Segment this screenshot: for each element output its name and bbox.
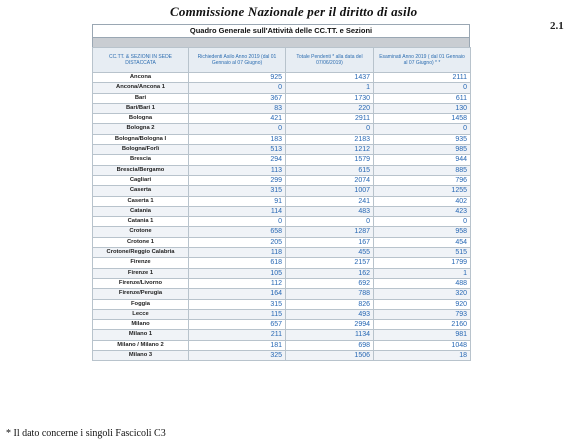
row-label-cell: Bari: [93, 93, 189, 103]
value-cell: 167: [286, 237, 374, 247]
value-cell: 2111: [374, 73, 471, 83]
row-label-cell: Caserta: [93, 186, 189, 196]
value-cell: 112: [189, 278, 286, 288]
row-label-cell: Ancona/Ancona 1: [93, 83, 189, 93]
row-label-cell: Bologna/Forlì: [93, 145, 189, 155]
table-body: [93, 73, 471, 361]
value-cell: 935: [374, 134, 471, 144]
value-cell: 183: [189, 134, 286, 144]
value-cell: 513: [189, 145, 286, 155]
value-cell: 181: [189, 340, 286, 350]
row-label-cell: Catania: [93, 206, 189, 216]
row-label-cell: Crotone/Reggio Calabria: [93, 248, 189, 258]
value-cell: 2183: [286, 134, 374, 144]
table-row: [93, 340, 471, 350]
value-cell: 1048: [374, 340, 471, 350]
value-cell: 483: [286, 206, 374, 216]
value-cell: 2074: [286, 175, 374, 185]
value-cell: 114: [189, 206, 286, 216]
table-row: [93, 103, 471, 113]
value-cell: 796: [374, 175, 471, 185]
table-row: [93, 114, 471, 124]
table-row: [93, 217, 471, 227]
table-row: [93, 196, 471, 206]
value-cell: 657: [189, 320, 286, 330]
value-cell: 0: [189, 217, 286, 227]
value-cell: 658: [189, 227, 286, 237]
table-row: [93, 268, 471, 278]
value-cell: 488: [374, 278, 471, 288]
table-header-row: [93, 48, 471, 73]
table-row: [93, 124, 471, 134]
row-label-cell: Foggia: [93, 299, 189, 309]
table-row: [93, 351, 471, 361]
value-cell: 618: [189, 258, 286, 268]
value-cell: 493: [286, 309, 374, 319]
value-cell: 958: [374, 227, 471, 237]
column-header-sede: CC.TT. & SEZIONI IN SEDE DISTACCATA: [93, 48, 189, 73]
value-cell: 162: [286, 268, 374, 278]
value-cell: 113: [189, 165, 286, 175]
value-cell: 130: [374, 103, 471, 113]
row-label-cell: Ancona: [93, 73, 189, 83]
table-row: [93, 237, 471, 247]
table-row: [93, 258, 471, 268]
value-cell: 925: [189, 73, 286, 83]
value-cell: 0: [189, 124, 286, 134]
table-row: [93, 320, 471, 330]
row-label-cell: Crotone: [93, 227, 189, 237]
value-cell: 402: [374, 196, 471, 206]
row-label-cell: Caserta 1: [93, 196, 189, 206]
table-row: [93, 206, 471, 216]
value-cell: 325: [189, 351, 286, 361]
value-cell: 692: [286, 278, 374, 288]
value-cell: 0: [189, 83, 286, 93]
page-number: 2.1: [550, 20, 564, 32]
value-cell: 944: [374, 155, 471, 165]
value-cell: 315: [189, 186, 286, 196]
row-label-cell: Bari/Bari 1: [93, 103, 189, 113]
value-cell: 0: [374, 124, 471, 134]
value-cell: 0: [374, 83, 471, 93]
value-cell: 205: [189, 237, 286, 247]
table-row: [93, 289, 471, 299]
value-cell: 1287: [286, 227, 374, 237]
value-cell: 2157: [286, 258, 374, 268]
value-cell: 118: [189, 248, 286, 258]
value-cell: 1506: [286, 351, 374, 361]
table-row: [93, 227, 471, 237]
table-row: [93, 73, 471, 83]
value-cell: 1437: [286, 73, 374, 83]
value-cell: 164: [189, 289, 286, 299]
value-cell: 0: [286, 124, 374, 134]
row-label-cell: Milano / Milano 2: [93, 340, 189, 350]
column-header-esaminati: Esaminati Anno 2019 ( dal 01 Gennaio al 07 Giugno) * *: [374, 48, 471, 73]
value-cell: 1579: [286, 155, 374, 165]
table-row: [93, 309, 471, 319]
document-header-title: Commissione Nazionale per il diritto di asilo: [170, 4, 418, 19]
value-cell: 105: [189, 268, 286, 278]
value-cell: 0: [286, 217, 374, 227]
value-cell: 299: [189, 175, 286, 185]
value-cell: 421: [189, 114, 286, 124]
summary-table: [92, 47, 471, 361]
row-label-cell: Catania 1: [93, 217, 189, 227]
footnote: * Il dato concerne i singoli Fascicoli C3: [6, 428, 166, 439]
value-cell: 315: [189, 299, 286, 309]
value-cell: 220: [286, 103, 374, 113]
value-cell: 826: [286, 299, 374, 309]
value-cell: 1007: [286, 186, 374, 196]
value-cell: 1134: [286, 330, 374, 340]
row-label-cell: Firenze/Livorno: [93, 278, 189, 288]
table-row: [93, 186, 471, 196]
value-cell: 241: [286, 196, 374, 206]
value-cell: 455: [286, 248, 374, 258]
row-label-cell: Bologna: [93, 114, 189, 124]
table-row: [93, 93, 471, 103]
row-label-cell: Bologna 2: [93, 124, 189, 134]
value-cell: 91: [189, 196, 286, 206]
row-label-cell: Firenze 1: [93, 268, 189, 278]
value-cell: 615: [286, 165, 374, 175]
value-cell: 1: [374, 268, 471, 278]
column-header-pendenti: Totale Pendenti * alla data del 07/06/2019): [286, 48, 374, 73]
value-cell: 294: [189, 155, 286, 165]
row-label-cell: Firenze/Perugia: [93, 289, 189, 299]
row-label-cell: Milano 3: [93, 351, 189, 361]
table-row: [93, 248, 471, 258]
value-cell: 981: [374, 330, 471, 340]
value-cell: 18: [374, 351, 471, 361]
row-label-cell: Cagliari: [93, 175, 189, 185]
table-title: Quadro Generale sull'Attività delle CC.TT. e Sezioni: [92, 24, 470, 38]
column-header-richiedenti: Richiedenti Asilo Anno 2019 (dal 01 Gennaio al 07 Giugno): [189, 48, 286, 73]
value-cell: 885: [374, 165, 471, 175]
value-cell: 83: [189, 103, 286, 113]
value-cell: 2911: [286, 114, 374, 124]
row-label-cell: Milano 1: [93, 330, 189, 340]
row-label-cell: Milano: [93, 320, 189, 330]
table-row: [93, 278, 471, 288]
value-cell: 2160: [374, 320, 471, 330]
row-label-cell: Brescia/Bergamo: [93, 165, 189, 175]
table-row: [93, 155, 471, 165]
value-cell: 115: [189, 309, 286, 319]
value-cell: 1212: [286, 145, 374, 155]
value-cell: 515: [374, 248, 471, 258]
value-cell: 698: [286, 340, 374, 350]
summary-table-panel: [92, 24, 470, 361]
value-cell: 788: [286, 289, 374, 299]
table-row: [93, 134, 471, 144]
value-cell: 454: [374, 237, 471, 247]
value-cell: 367: [189, 93, 286, 103]
value-cell: 1458: [374, 114, 471, 124]
value-cell: 211: [189, 330, 286, 340]
row-label-cell: Lecce: [93, 309, 189, 319]
table-row: [93, 165, 471, 175]
row-label-cell: Firenze: [93, 258, 189, 268]
table-row: [93, 330, 471, 340]
row-label-cell: Crotone 1: [93, 237, 189, 247]
value-cell: 985: [374, 145, 471, 155]
value-cell: 0: [374, 217, 471, 227]
value-cell: 611: [374, 93, 471, 103]
value-cell: 793: [374, 309, 471, 319]
row-label-cell: Brescia: [93, 155, 189, 165]
value-cell: 423: [374, 206, 471, 216]
value-cell: 1255: [374, 186, 471, 196]
row-label-cell: Bologna/Bologna I: [93, 134, 189, 144]
value-cell: 320: [374, 289, 471, 299]
table-row: [93, 175, 471, 185]
value-cell: 2994: [286, 320, 374, 330]
value-cell: 1730: [286, 93, 374, 103]
table-header-band: [92, 38, 470, 47]
value-cell: 1: [286, 83, 374, 93]
table-row: [93, 83, 471, 93]
table-row: [93, 299, 471, 309]
table-row: [93, 145, 471, 155]
value-cell: 1799: [374, 258, 471, 268]
value-cell: 920: [374, 299, 471, 309]
